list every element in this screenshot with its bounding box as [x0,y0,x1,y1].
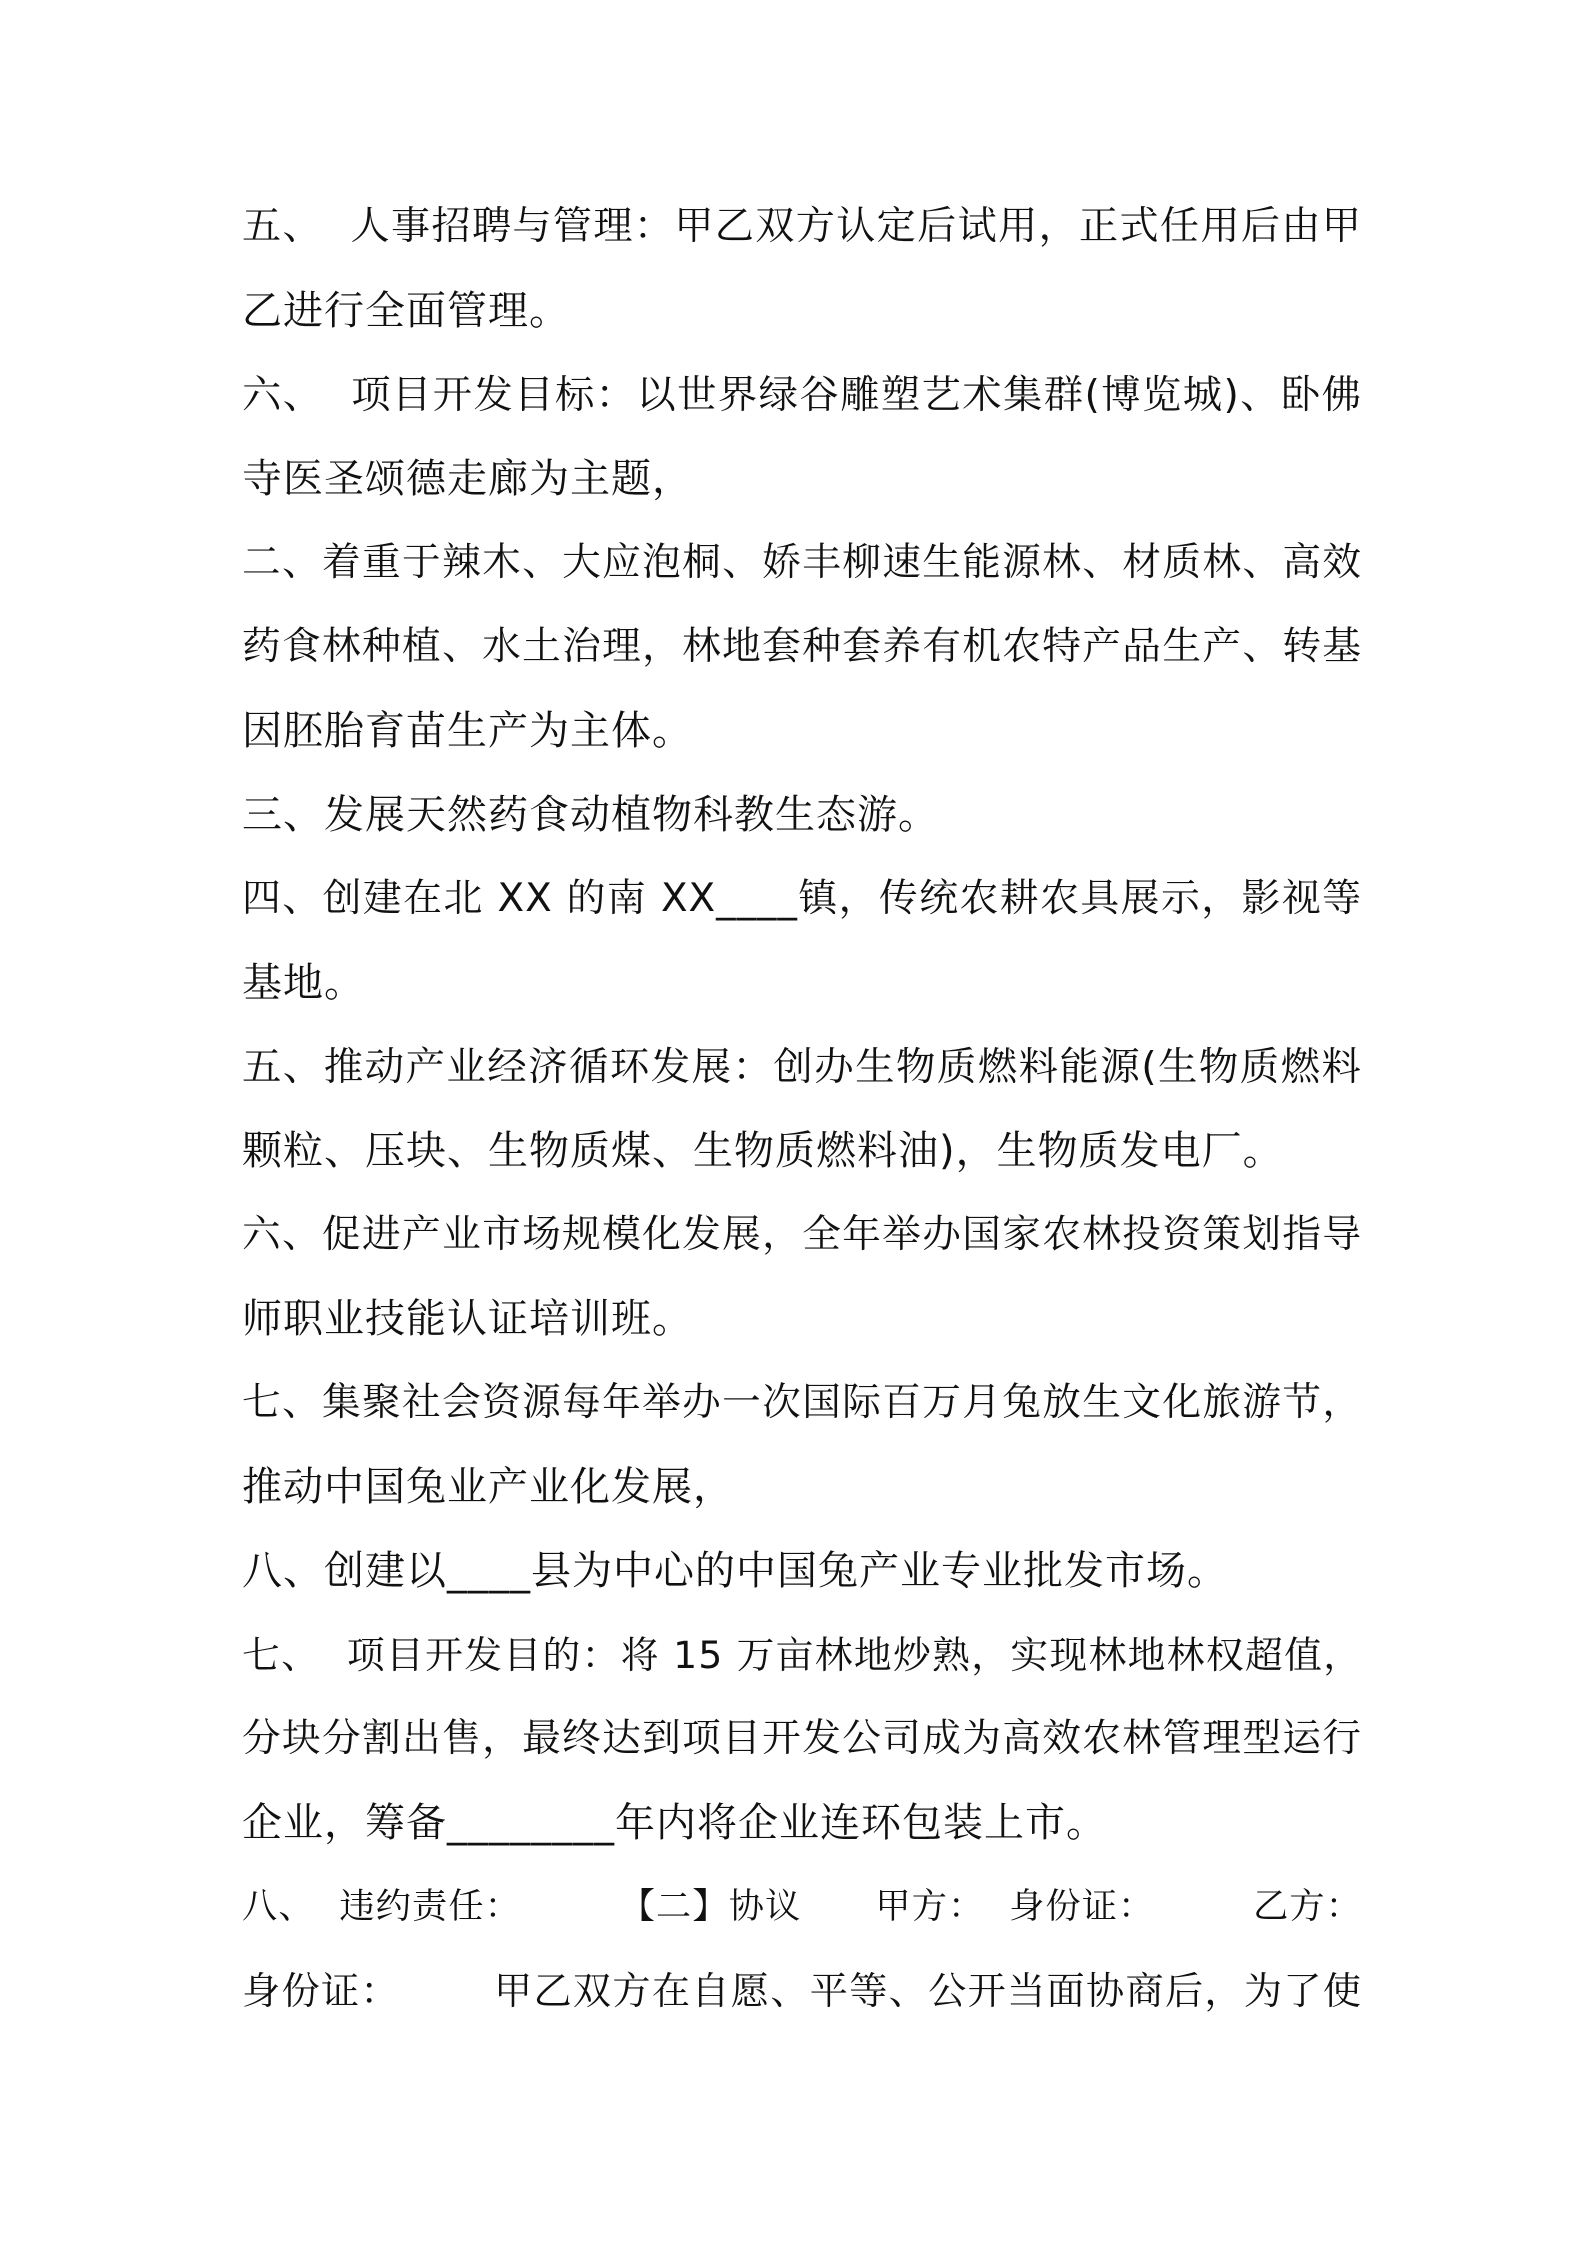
paragraph-line: 颗粒、压块、生物质煤、生物质燃料油)，生物质发电厂。 [242,1128,1284,1174]
paragraph-line: 八、创建以____县为中心的中国兔产业专业批发市场。 [242,1548,1228,1594]
paragraph-line: 四、创建在北 XX 的南 XX____镇，传统农耕农具展示，影视等 [242,876,1362,921]
paragraph-line: 药食林种植、水土治理，林地套种套养有机农特产品生产、转基 [242,624,1362,669]
paragraph-line: 分块分割出售，最终达到项目开发公司成为高效农林管理型运行 [242,1716,1362,1761]
paragraph-line: 三、发展天然药食动植物科教生态游。 [242,792,939,838]
paragraph-line: 师职业技能认证培训班。 [242,1296,693,1342]
paragraph-line: 五、推动产业经济循环发展：创办生物质燃料能源(生物质燃料 [242,1044,1362,1090]
paragraph-line: 企业，筹备________年内将企业连环包装上市。 [242,1800,1107,1846]
paragraph-line: 推动中国兔业产业化发展， [242,1464,734,1510]
paragraph-line: 身份证： 甲乙双方在自愿、平等、公开当面协商后，为了使 [242,1969,1362,2013]
paragraph-line: 五、 人事招聘与管理：甲乙双方认定后试用，正式任用后由甲 [242,204,1362,249]
paragraph-line: 二、着重于辣木、大应泡桐、娇丰柳速生能源林、材质林、高效 [242,540,1362,585]
paragraph-line: 七、 项目开发目的：将 15 万亩林地炒熟，实现林地林权超值， [242,1633,1362,1677]
paragraph-line: 七、集聚社会资源每年举办一次国际百万月兔放生文化旅游节， [242,1380,1362,1425]
paragraph-line: 八、 违约责任： 【二】协议 甲方： 身份证： 乙方： [242,1886,1362,1927]
paragraph-line: 六、促进产业市场规模化发展，全年举办国家农林投资策划指导 [242,1212,1362,1257]
paragraph-line: 乙进行全面管理。 [242,288,570,334]
paragraph-line: 基地。 [242,960,365,1006]
paragraph-line: 因胚胎育苗生产为主体。 [242,708,693,754]
paragraph-line: 寺医圣颂德走廊为主题， [242,456,693,502]
paragraph-line: 六、 项目开发目标：以世界绿谷雕塑艺术集群(博览城)、卧佛 [242,372,1362,418]
document-body [242,185,1362,2033]
